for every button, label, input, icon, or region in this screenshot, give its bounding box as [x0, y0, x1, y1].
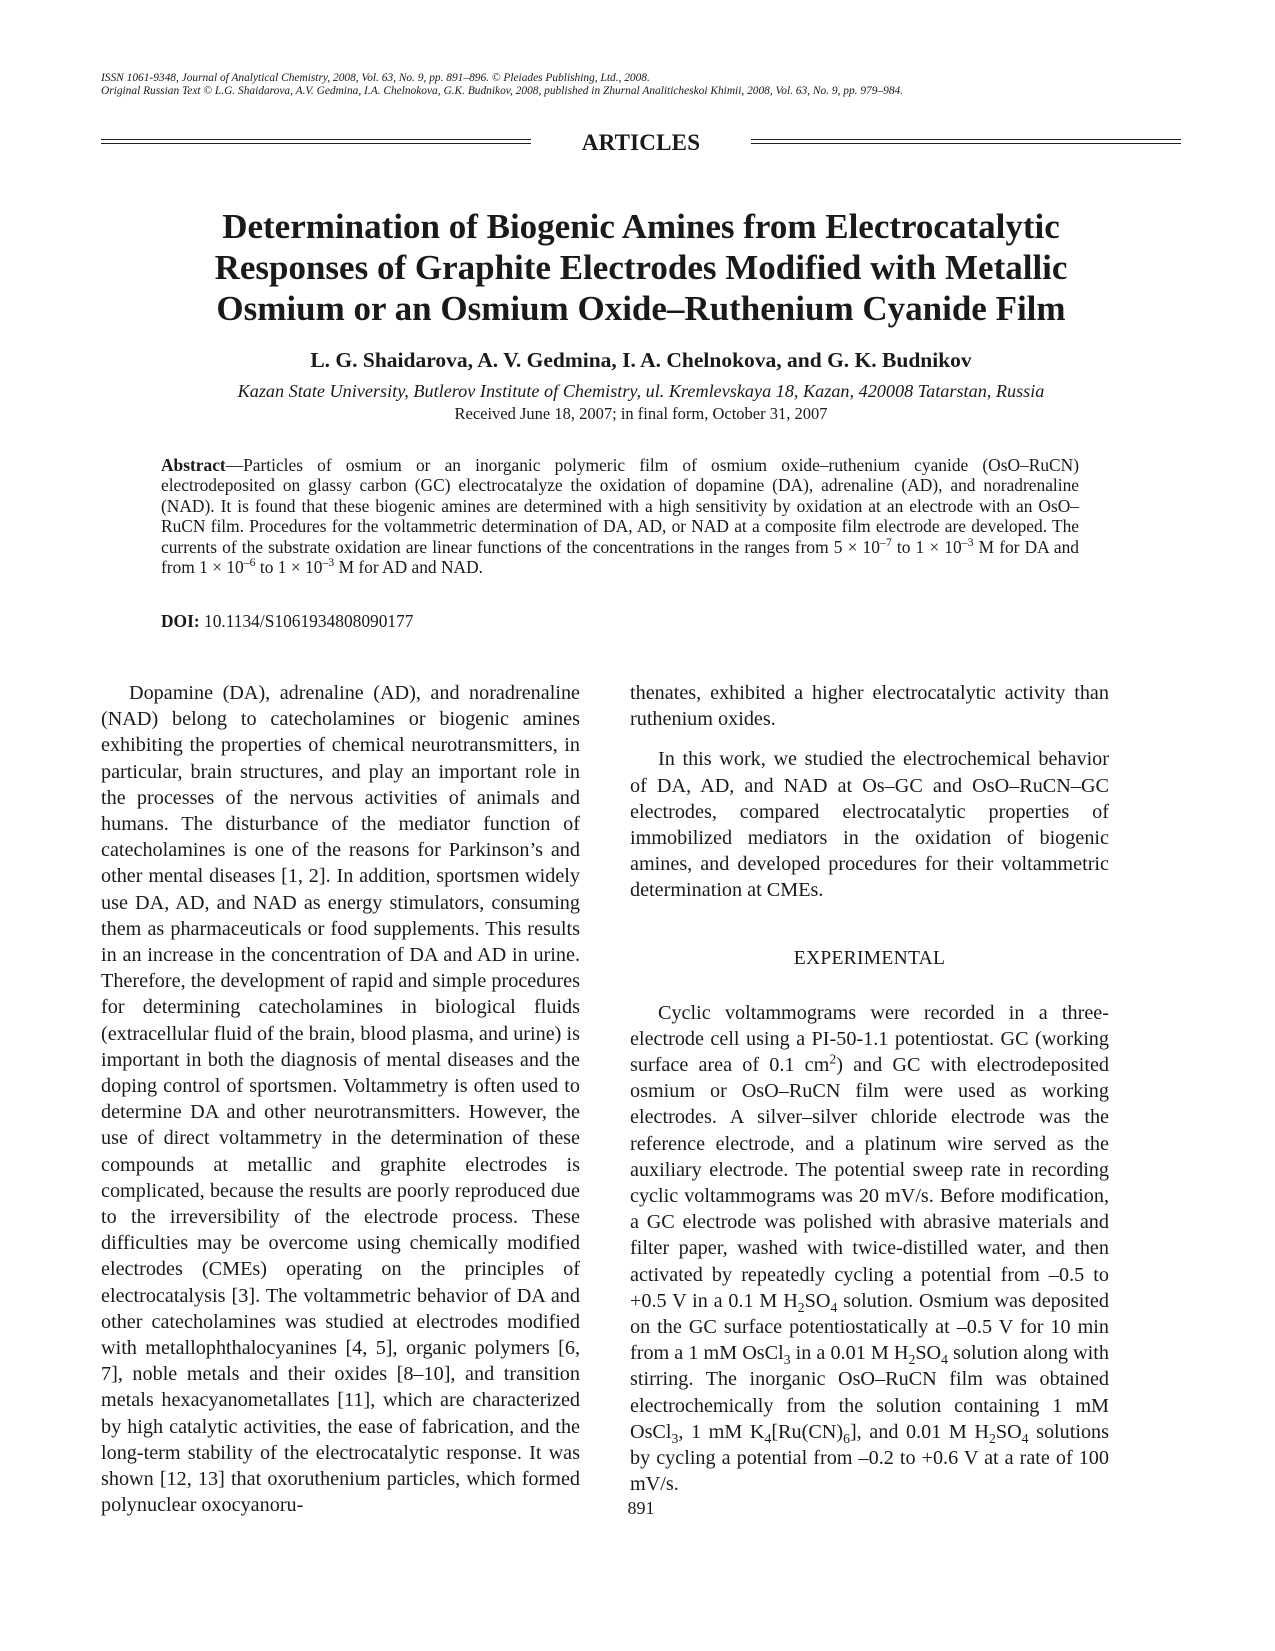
subscript: 6	[843, 1430, 850, 1446]
abstract-text: M for AD and NAD.	[334, 557, 483, 578]
exp-text: in a 0.01 M H	[790, 1342, 909, 1365]
abstract-text: —Particles of osmium or an inorganic polymeric film of osmium oxide–ruthenium cyanide (OsO–RuCN) electrodeposited on glassy carbon (GC) electrocatalyze the oxidation of dopamine (DA), adrenaline (AD), and noradrenaline (NAD). It is found that these biogenic amines are determined with a high sensitivity by oxidation at an electrode with an OsO–RuCN film. Procedures for the voltammetric determination of DA, AD, or NAD at a composite film electrode are developed. The currents of the substrate oxidation are linear functions of the concentrations in the ranges from 5 × 10	[161, 455, 1079, 557]
page-number: 891	[627, 1498, 655, 1518]
subscript: 3	[671, 1430, 679, 1446]
author-list: L. G. Shaidarova, A. V. Gedmina, I. A. Chelnokova, and G. K. Budnikov	[310, 348, 972, 372]
subscript: 4	[764, 1430, 772, 1446]
doi-value: 10.1134/S1061934808090177	[199, 611, 414, 631]
exp-text: ) and GC with electrodeposited osmium or OsO–RuCN film were used as working electrodes. A silver–silver chloride electrode was the reference electrode, and a platinum wire served as the auxiliary electrode. The potential sweep rate in recording cyclic voltammograms was 20 mV/s. Before modification, a GC electrode was polished with abrasive materials and filter paper, washed with twice-distilled water, and then activated by repeatedly cycling a potential from –0.5 to +0.5 V in a 0.1 M H	[630, 1054, 1110, 1312]
exp-text: SO	[804, 1289, 831, 1312]
subscript: 4	[941, 1352, 948, 1368]
exp-text: , 1 mM K	[678, 1420, 765, 1443]
experimental-heading: EXPERIMENTAL	[793, 947, 946, 969]
title-line: Osmium or an Osmium Oxide–Ruthenium Cyanide Film	[216, 289, 1066, 328]
exp-text: solutions by cycling a potential from –0.2 to +0.6 V at a rate of 100 mV/s.	[630, 1420, 1110, 1496]
received-dates: Received June 18, 2007; in final form, October 31, 2007	[454, 404, 828, 423]
doi	[161, 611, 861, 631]
exp-text: ], and 0.01 M H	[849, 1420, 989, 1443]
exp-text: SO	[995, 1420, 1022, 1443]
abstract-label: Abstract	[161, 455, 226, 475]
exponent: –3	[322, 555, 335, 570]
superscript: 2	[829, 1051, 837, 1067]
abstract-text: M for DA and from 1 × 10	[161, 536, 1079, 578]
exp-text: solution along with stirring. The inorganic OsO–RuCN film was obtained electrochemically from the solution containing 1 mM OsCl	[630, 1342, 1109, 1443]
subscript: 4	[1021, 1430, 1029, 1446]
body-paragraph-continued: thenates, exhibited a higher electrocatalytic activity than ruthenium oxides.	[630, 682, 1109, 731]
experimental-paragraph	[630, 1000, 1109, 1498]
body-column-left	[101, 680, 580, 1519]
original-text-line: Original Russian Text © L.G. Shaidarova, A.V. Gedmina, I.A. Chelnokova, G.K. Budnikov, 2008, published in Zhurnal Analiticheskoi Khimii, 2008, Vol. 63, No. 9, pp. 979–984.	[101, 85, 904, 97]
doi-label: DOI:	[161, 611, 200, 631]
exponent: –7	[879, 534, 892, 549]
subscript: 3	[783, 1352, 791, 1368]
abstract-text: to 1 × 10	[891, 536, 962, 557]
subscript: 2	[989, 1430, 996, 1446]
exp-text: solution. Osmium was deposited on the GC surface potentiostatically at –0.5 V for 10 min from a 1 mM OsCl	[630, 1289, 1109, 1365]
body-paragraph: Dopamine (DA), adrenaline (AD), and noradrenaline (NAD) belong to catecholamines or biogenic amines exhibiting the properties of chemical neurotransmitters, in particular, brain structures, and play an important role in the processes of the nervous activities of animals and humans. The disturbance of the mediator function of catecholamines is one of the reasons for Parkinson’s and other mental diseases [1, 2]. In addition, sportsmen widely use DA, AD, and NAD as energy stimulators, consuming them as pharmaceuticals or food supplements. This results in an increase in the concentration of DA and AD in urine. Therefore, the development of rapid and simple procedures for determining catecholamines in biological fluids (extracellular fluid of the brain, blood plasma, and urine) is important in both the diagnosis of mental diseases and the doping control of sportsmen. Voltammetry is often used to determine DA and other neurotransmitters. However, the use of direct voltammetry in the determination of these compounds at metallic and graphite electrodes is complicated, because the results are poorly reproduced due to the irreversibility of the electrode process. These difficulties may be overcome using chemically modified electrodes (CMEs) operating on the principles of electrocatalysis [3]. The voltammetric behavior of DA and other catecholamines was studied at electrodes modified with metallophthalocyanines [4, 5], organic polymers [6, 7], noble metals and their oxides [8–10], and transition metals hexacyanometallates [11], which are characterized by high catalytic activities, the ease of fabrication, and the long-term stability of the electrocatalytic response. It was shown [12, 13] that oxoruthenium particles, which formed polynuclear oxocyanoru-	[101, 682, 580, 1517]
body-column-right	[630, 680, 1109, 1497]
affiliation: Kazan State University, Butlerov Institute of Chemistry, ul. Kremlevskaya 18, Kazan, 420008 Tatarstan, Russia	[237, 381, 1045, 401]
section-header	[101, 131, 1181, 155]
section-label: ARTICLES	[581, 130, 701, 155]
exp-text: SO	[915, 1342, 942, 1365]
journal-citation-line: ISSN 1061-9348, Journal of Analytical Chemistry, 2008, Vol. 63, No. 9, pp. 891–896. © Pleiades Publishing, Ltd., 2008.	[101, 72, 650, 84]
title-line: Determination of Biogenic Amines from Electrocatalytic	[222, 207, 1060, 246]
body-paragraph: In this work, we studied the electrochemical behavior of DA, AD, and NAD at Os–GC and OsO–RuCN–GC electrodes, compared electrocatalytic properties of immobilized mediators in the oxidation of biogenic amines, and developed procedures for their voltammetric determination at CMEs.	[630, 748, 1109, 902]
exp-text: [Ru(CN)	[771, 1420, 844, 1443]
exponent: –6	[243, 555, 256, 570]
subscript: 4	[830, 1299, 838, 1315]
title-line: Responses of Graphite Electrodes Modified with Metallic	[214, 248, 1068, 287]
abstract	[161, 455, 1079, 577]
subscript: 2	[797, 1299, 805, 1315]
exp-text: Cyclic voltammograms were recorded in a three-electrode cell using a PI-50-1.1 potentiostat. GC (working surface area of 0.1 cm	[630, 1001, 1109, 1077]
article-title	[101, 206, 1181, 329]
exponent: –3	[961, 534, 974, 549]
abstract-text: to 1 × 10	[255, 557, 323, 578]
subscript: 2	[908, 1352, 916, 1368]
